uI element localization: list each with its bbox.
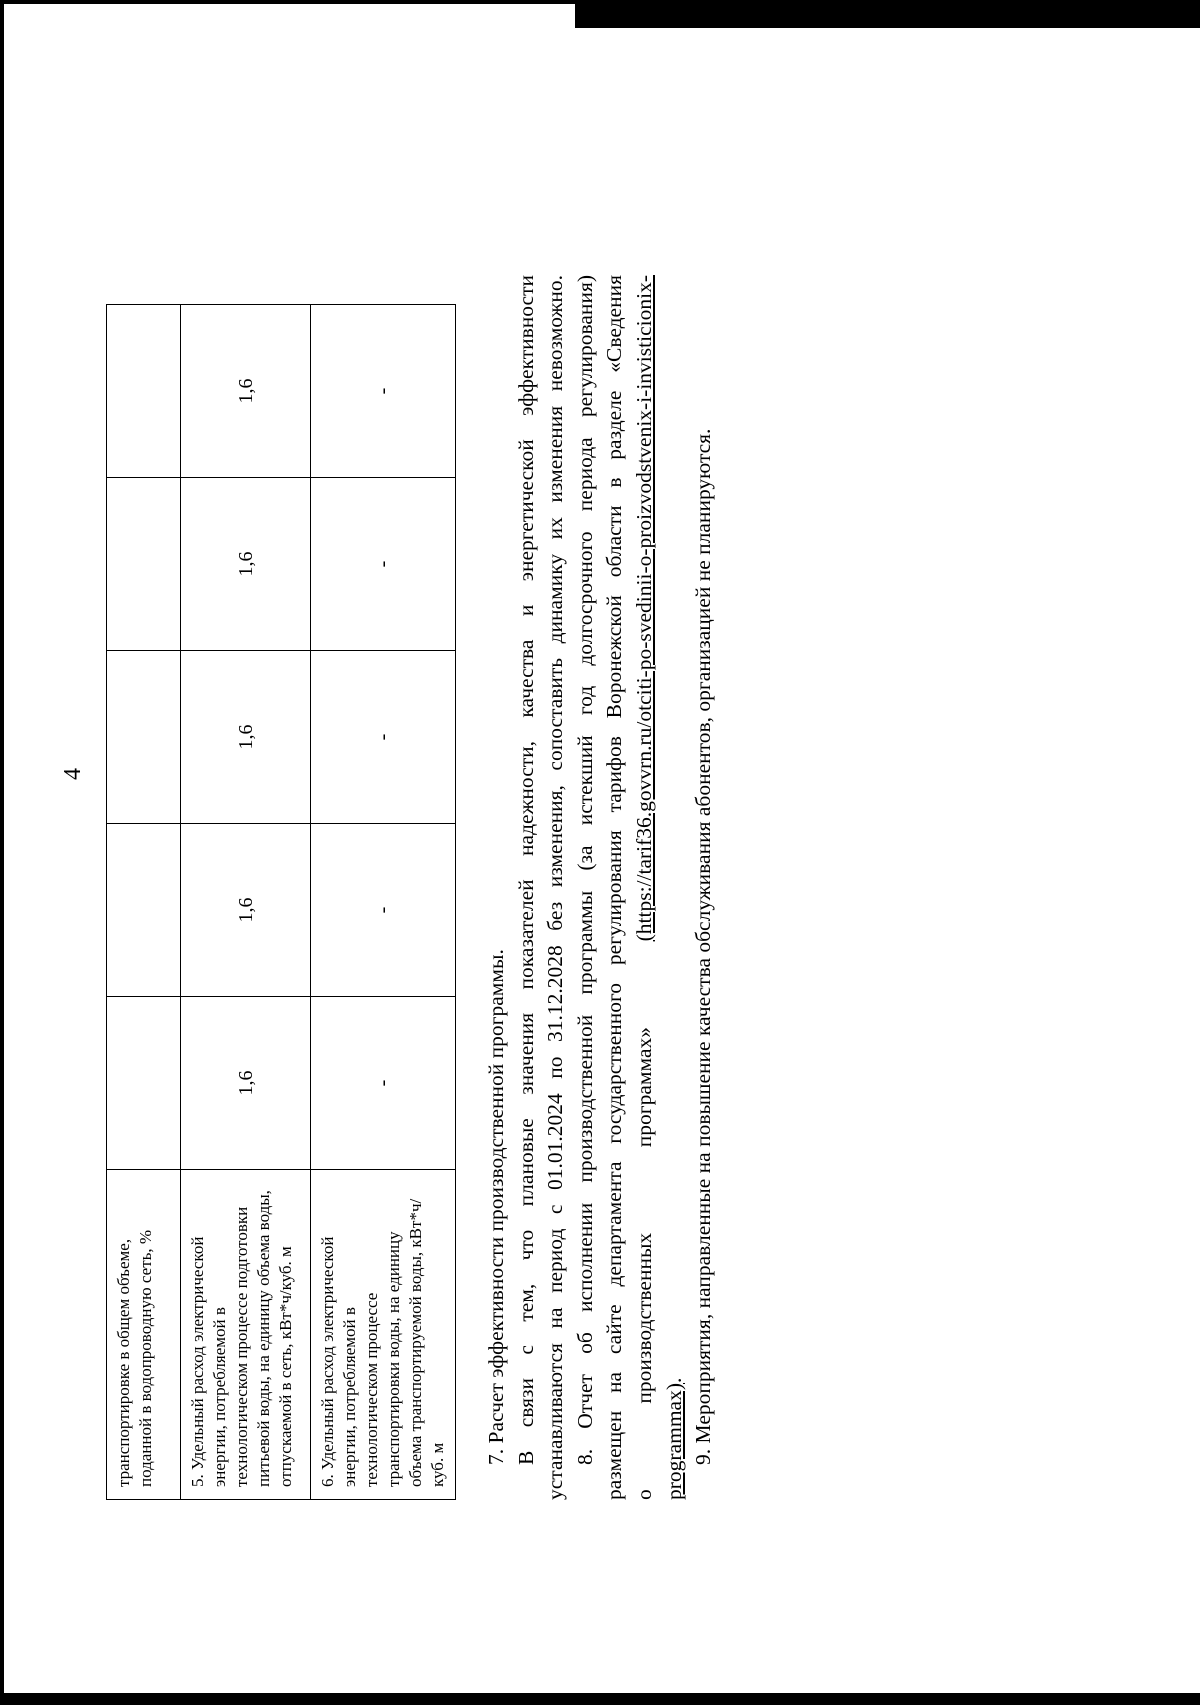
table-cell-description: 6. Удельный расход электрической энергии, потребляемой в технологическом процессе транспортировки воды, на единицу объема транспортируемой воды, кВт*ч/куб. м [311,1170,456,1500]
section-9: 9. Мероприятия, направленные на повышение качества обслуживания абонентов, организацией не планируются. [691,428,716,1465]
table-cell-value: - [311,651,456,824]
table-row [181,305,311,1500]
tariff-site-link-continued[interactable]: programmax) [661,1382,686,1500]
table-cell-value [107,305,181,478]
scan-border-bottom [0,1693,1200,1705]
section-8-word-o: о [631,1489,656,1500]
table-cell-value [107,651,181,824]
table-cell-value: - [311,478,456,651]
table-cell-value: 1,6 [181,997,311,1170]
section-8-word-programs: программах» [631,1027,656,1148]
table-cell-value: 1,6 [181,824,311,997]
table-row [107,305,181,1500]
page-number: 4 [60,768,86,780]
section-8-line-2: размещен на сайте департамента государственного регулирования тарифов Воронежской области в разделе «Сведения [602,275,627,1500]
table-cell-description: транспортировке в общем объеме, поданной в водопроводную сеть, % [107,1170,181,1500]
table-cell-value: 1,6 [181,651,311,824]
table-cell-description: 5. Удельный расход электрической энергии, потребляемой в технологическом процессе подготовки питьевой воды, на единицу объема воды, отпускаемой в сеть, кВт*ч/куб. м [181,1170,311,1500]
section-8-word-production: производственных [631,1232,656,1404]
section-8-line-3 [630,275,660,1500]
table-cell-value: - [311,997,456,1170]
table-cell-value: 1,6 [181,305,311,478]
scan-border-notch [575,0,1200,28]
table-cell-value [107,824,181,997]
section-7-body-line-2: устанавливаются на период с 01.01.2024 по 31.12.2028 без изменения, сопоставить динамику их изменения невозможно. [543,275,568,1500]
section-8-period: . [661,1377,686,1383]
table-cell-value [107,478,181,651]
table-cell-value: 1,6 [181,478,311,651]
indicators-table [106,304,456,1500]
section-8-line-4 [660,275,690,1500]
section-7-body-line-1: В связи с тем, что плановые значения показателей надежности, качества и энергетической эффективности [513,275,538,1465]
section-7-heading: 7. Расчет эффективности производственной программы. [484,949,508,1465]
rotated-content [0,40,1160,1680]
section-8-line-1: 8. Отчет об исполнении производственной программы (за истекший год долгосрочного периода регулирования) [572,275,597,1465]
table-cell-value [107,997,181,1170]
body-text [482,275,719,1500]
table-row [311,305,456,1500]
table-cell-value: - [311,305,456,478]
tariff-site-link[interactable]: (https://tarif36.govvrn.ru/otciti-po-svedinii-o-proizvodstvenix-i-invisticionix- [631,275,656,942]
table-cell-value: - [311,824,456,997]
